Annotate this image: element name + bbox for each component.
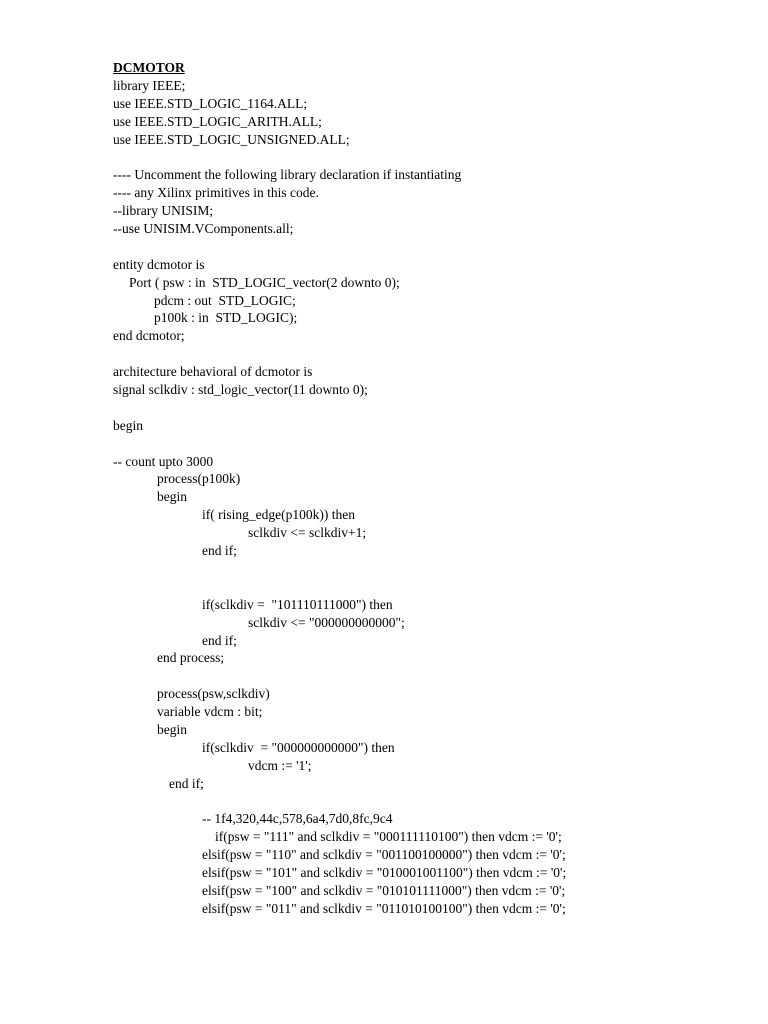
blank-line (113, 238, 566, 256)
comment-line: ---- any Xilinx primitives in this code. (113, 185, 319, 201)
code-line: elsif(psw = "110" and sclkdiv = "001100100000") then vdcm := '0'; (202, 847, 566, 863)
code-line: use IEEE.STD_LOGIC_ARITH.ALL; (113, 113, 322, 129)
code-line: if(sclkdiv = "101110111000") then (202, 596, 393, 612)
comment-line: --use UNISIM.VComponents.all; (113, 221, 294, 237)
code-line: elsif(psw = "101" and sclkdiv = "010001001100") then vdcm := '0'; (202, 865, 567, 881)
code-line: library IEEE; (113, 77, 186, 93)
code-line: variable vdcm : bit; (157, 704, 263, 720)
code-line: sclkdiv <= "000000000000"; (248, 614, 405, 630)
code-line: end dcmotor; (113, 328, 185, 344)
blank-line (113, 435, 566, 453)
code-line: process(p100k) (157, 471, 241, 487)
code-line: vdcm := '1'; (248, 757, 312, 773)
code-line: process(psw,sclkdiv) (157, 686, 270, 702)
code-line: end if; (202, 543, 237, 559)
comment-line: --library UNISIM; (113, 203, 214, 219)
code-line: use IEEE.STD_LOGIC_1164.ALL; (113, 95, 308, 111)
code-line: begin (113, 417, 143, 433)
code-line: pdcm : out STD_LOGIC; (154, 292, 296, 308)
comment-line: ---- Uncomment the following library declaration if instantiating (113, 167, 462, 183)
document-title: DCMOTOR (113, 60, 185, 75)
code-line: elsif(psw = "100" and sclkdiv = "010101111000") then vdcm := '0'; (202, 882, 566, 898)
code-line: signal sclkdiv : std_logic_vector(11 downto 0); (113, 382, 368, 398)
blank-line (113, 148, 566, 166)
code-line: begin (157, 721, 187, 737)
blank-line (113, 667, 566, 685)
code-line: architecture behavioral of dcmotor is (113, 364, 313, 380)
vhdl-code-block (113, 59, 566, 918)
blank-line (113, 345, 566, 363)
comment-line: -- count upto 3000 (113, 453, 214, 469)
code-line: use IEEE.STD_LOGIC_UNSIGNED.ALL; (113, 131, 350, 147)
code-line: sclkdiv <= sclkdiv+1; (248, 525, 367, 541)
code-line: Port ( psw : in STD_LOGIC_vector(2 downto 0); (129, 274, 400, 290)
code-line: if(sclkdiv = "000000000000") then (202, 739, 395, 755)
code-line: p100k : in STD_LOGIC); (154, 310, 298, 326)
code-line: end if; (169, 775, 204, 791)
blank-line (113, 560, 566, 578)
code-line: if(psw = "111" and sclkdiv = "000111110100") then vdcm := '0'; (215, 829, 562, 845)
code-line: begin (157, 489, 187, 505)
code-line: entity dcmotor is (113, 256, 205, 272)
blank-line (113, 793, 566, 811)
blank-line (113, 578, 566, 596)
blank-line (113, 399, 566, 417)
code-line: elsif(psw = "011" and sclkdiv = "011010100100") then vdcm := '0'; (202, 900, 566, 916)
code-line: end if; (202, 632, 237, 648)
comment-line: -- 1f4,320,44c,578,6a4,7d0,8fc,9c4 (202, 811, 393, 827)
code-line: end process; (157, 650, 225, 666)
code-line: if( rising_edge(p100k)) then (202, 507, 355, 523)
